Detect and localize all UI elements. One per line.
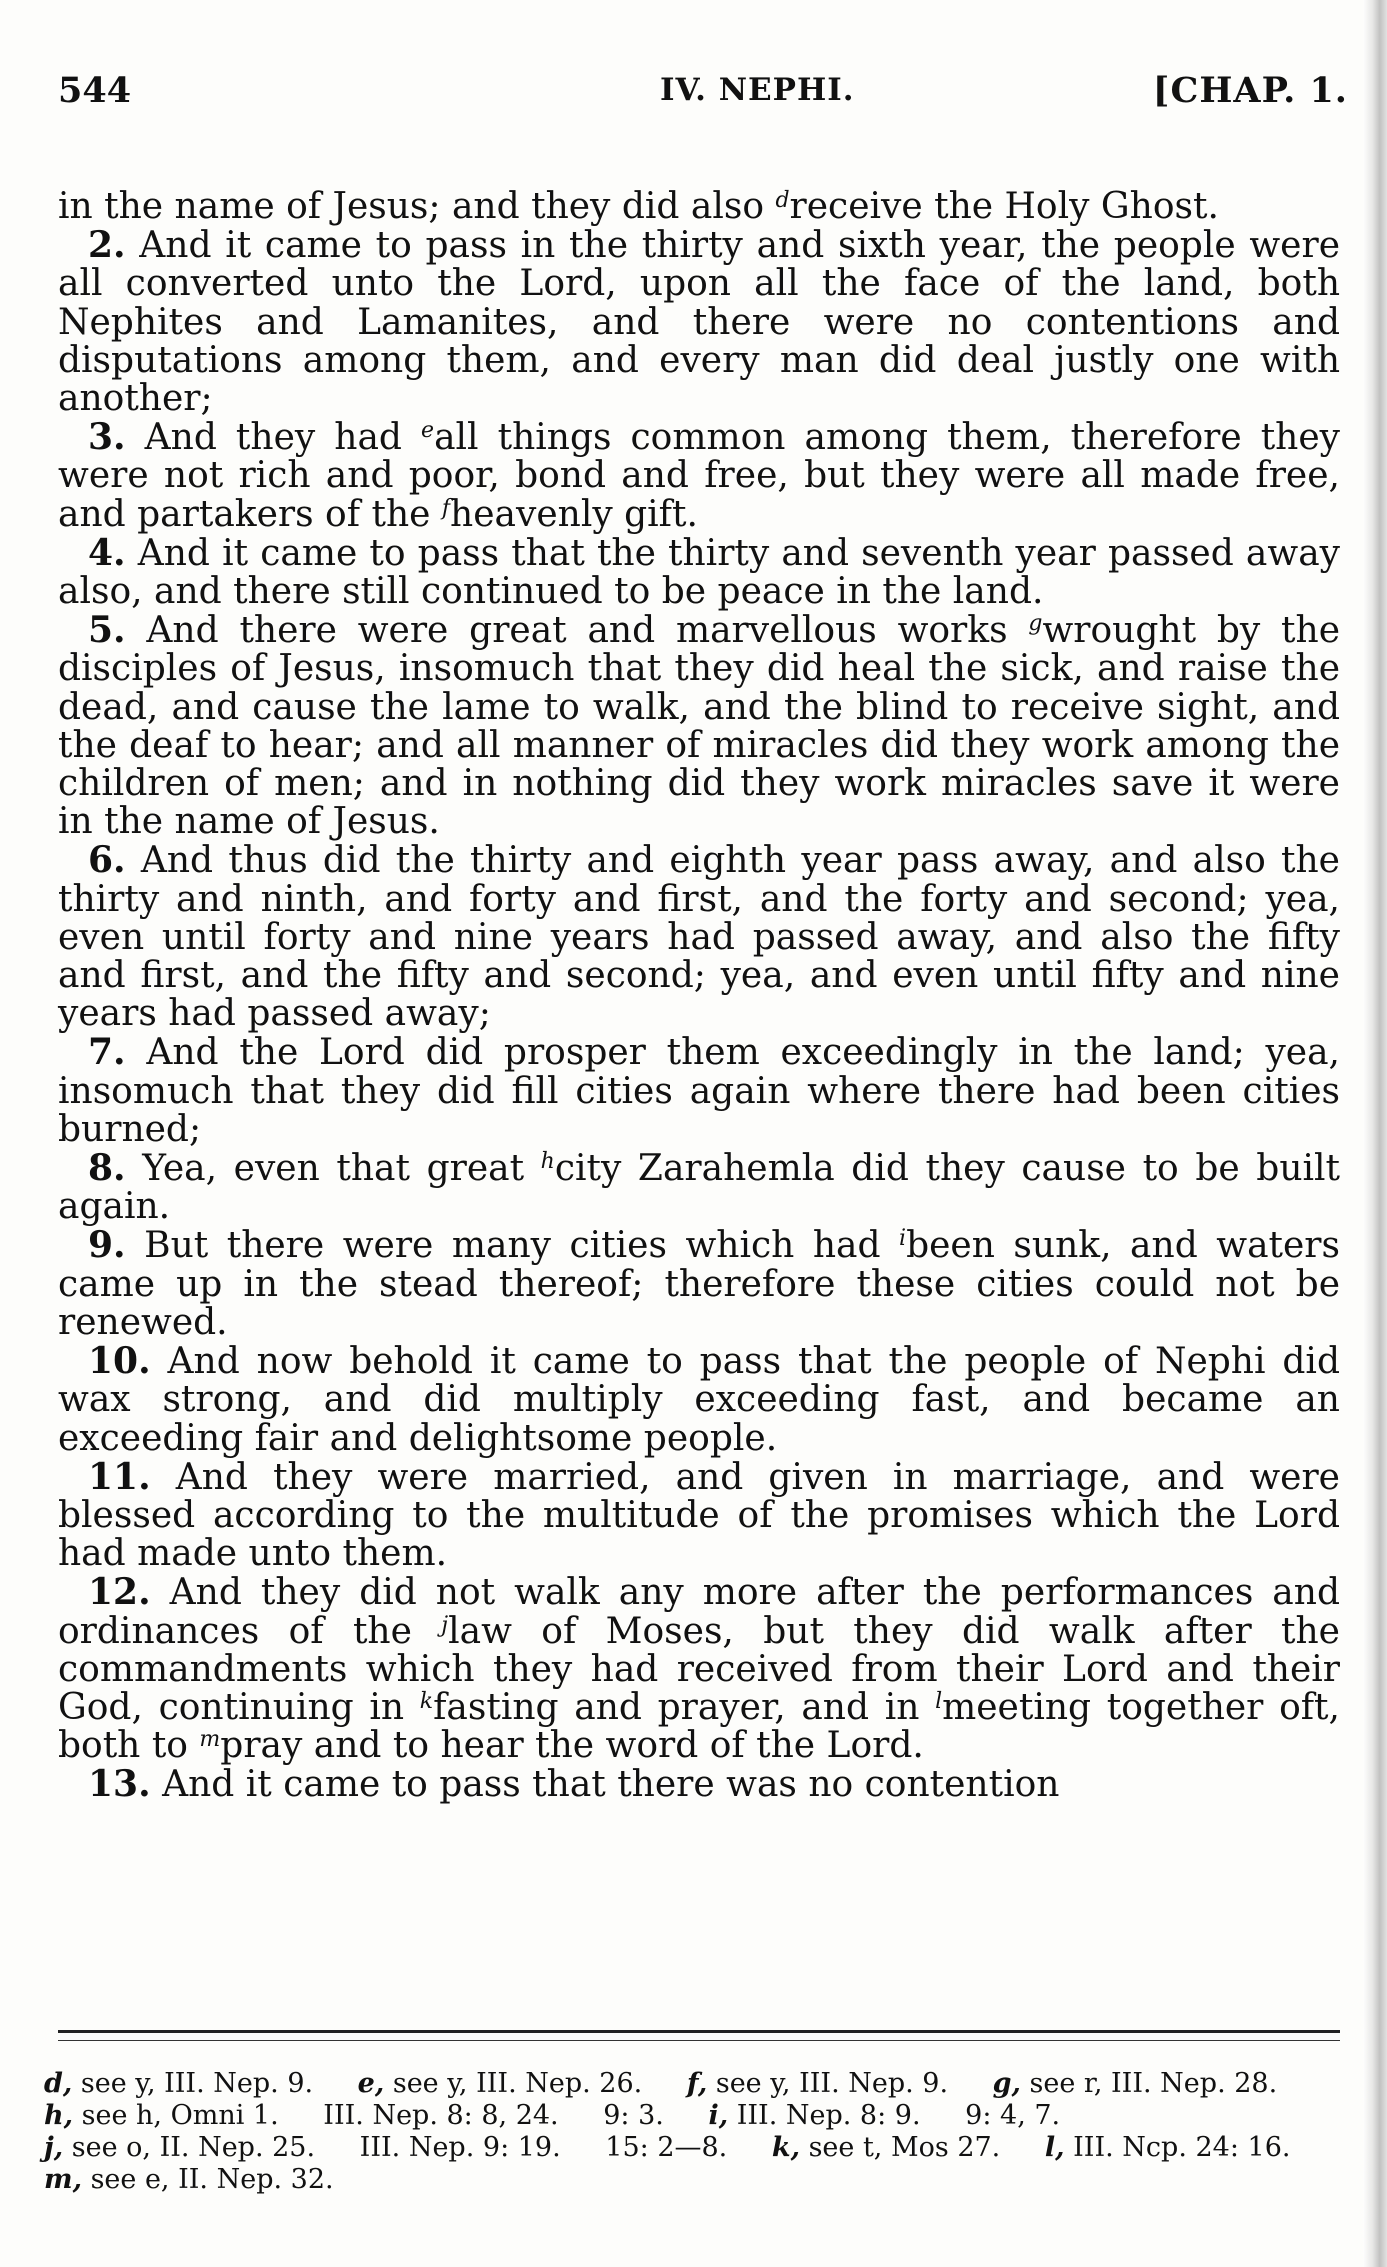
footnote-entry: l, III. Ncp. 24: 16. <box>1044 2132 1291 2163</box>
footnote-entry: f, see y, III. Nep. 9. <box>686 2068 949 2099</box>
verse-10: 10. And now behold it came to pass that the people of Nephi did wax strong, and did multiply exceeding fast, and became an exceeding fair and delightsome people. <box>58 1340 1340 1459</box>
footnote-entry: g, see r, III. Nep. 28. <box>992 2068 1278 2099</box>
verse-7: 7. And the Lord did prosper them exceedingly in the land; yea, insomuch that they did fill cities again where there had been cities burned; <box>58 1031 1340 1150</box>
footnote-marker: i <box>899 1226 907 1252</box>
verse-number: 13. <box>88 1763 151 1806</box>
footnote-divider <box>58 2030 1340 2033</box>
verse-number: 2. <box>88 224 126 267</box>
footnote-entry: 9: 3. <box>603 2100 664 2131</box>
verse-number: 5. <box>88 609 126 652</box>
verse-2: 2. And it came to pass in the thirty and sixth year, the people were all converted unto the Lord, upon all the face of the land, both Nephites and Lamanites, and there were no contentions and disputations among them, and every man did deal justly one with another; <box>58 224 1340 420</box>
verse-number: 8. <box>88 1147 126 1190</box>
verse-number: 11. <box>88 1455 151 1498</box>
footnote-entry: j, see o, II. Nep. 25. <box>44 2132 316 2163</box>
verse-12: 12. And they did not walk any more after the performances and ordinances of the $^j$law of Moses, but they did walk after the commandments which they had received from their Lord and their God, continuing in $^k$fasting and prayer, and in $^l$meeting together oft, both to $^m$pray and to hear the word of the Lord. <box>58 1571 1340 1767</box>
footnote-entry: e, see y, III. Nep. 26. <box>357 2068 643 2099</box>
verse-8: 8. Yea, even that great $^h$city Zarahemla did they cause to be built again. <box>58 1147 1340 1228</box>
verse-11: 11. And they were married, and given in marriage, and were blessed according to the multitude of the promises which the Lord had made unto them. <box>58 1455 1340 1575</box>
footnote-entry: 15: 2—8. <box>605 2132 728 2163</box>
footnote-marker: k <box>419 1688 434 1714</box>
verse-number: 3. <box>88 416 126 459</box>
verse-number: 4. <box>88 531 126 574</box>
footnote-marker: j <box>441 1612 449 1638</box>
page-header <box>58 70 1348 130</box>
footnote-entry: k, see t, Mos 27. <box>771 2132 1001 2163</box>
footnote-marker: e <box>421 418 435 444</box>
footnote-marker: m <box>199 1727 221 1753</box>
footnote-entry: III. Nep. 8: 8, 24. <box>323 2100 559 2131</box>
footnote-divider-thin <box>58 2040 1340 2041</box>
footnote-entry: d, see y, III. Nep. 9. <box>44 2068 314 2099</box>
page-number: 544 <box>58 70 132 111</box>
footnotes <box>44 2068 1344 2196</box>
verse-number: 9. <box>88 1224 126 1267</box>
verse-number: 6. <box>88 839 126 882</box>
footnote-entry: h, see h, Omni 1. <box>44 2100 279 2131</box>
verse-4: 4. And it came to pass that the thirty and seventh year passed away also, and there still continued to be peace in the land. <box>58 531 1340 613</box>
verse-continuation: in the name of Jesus; and they did also $^d$receive the Holy Ghost. <box>58 186 1219 227</box>
verse-number: 12. <box>88 1571 151 1614</box>
footnote-marker: f <box>441 495 451 521</box>
footnote-entry: 9: 4, 7. <box>965 2100 1061 2131</box>
scripture-text <box>58 188 1340 1805</box>
verse-number: 10. <box>88 1340 151 1383</box>
verse-5: 5. And there were great and marvellous works $^g$wrought by the disciples of Jesus, insomuch that they did heal the sick, and raise the dead, and cause the lame to walk, and the blind to receive sight, and the deaf to hear; and all manner of miracles did they work among the children of men; and in nothing did they work miracles save it were in the name of Jesus. <box>58 609 1341 843</box>
verse-13: 13. And it came to pass that there was no contention <box>88 1763 1060 1806</box>
verse-6: 6. And thus did the thirty and eighth year pass away, and also the thirty and ninth, and forty and first, and the forty and second; yea, even until forty and nine years had passed away, and also the fifty and first, and the fifty and second; yea, and even until fifty and nine years had passed away; <box>58 839 1340 1035</box>
footnote-marker: g <box>1028 611 1043 637</box>
footnote-entry: III. Nep. 9: 19. <box>359 2132 561 2163</box>
verse-3: 3. And they had $^e$all things common among them, therefore they were not rich and poor, bond and free, but they were all made free, and partakers of the $^f$heavenly gift. <box>58 416 1341 535</box>
footnote-marker: h <box>540 1149 555 1175</box>
footnote-marker: d <box>775 188 790 213</box>
footnote-marker: l <box>935 1688 943 1714</box>
verse-9: 9. But there were many cities which had $^i$been sunk, and waters came up in the stead thereof; therefore these cities could not be renewed. <box>58 1224 1340 1343</box>
footnote-entry: i, III. Nep. 8: 9. <box>708 2100 921 2131</box>
verse-number: 7. <box>88 1031 126 1074</box>
footnote-entry: m, see e, II. Nep. 32. <box>44 2164 334 2195</box>
book-title: IV. NEPHI. <box>660 72 855 108</box>
page-edge-shadow <box>1363 0 1387 2267</box>
chapter-label: [CHAP. 1. <box>1152 70 1348 111</box>
